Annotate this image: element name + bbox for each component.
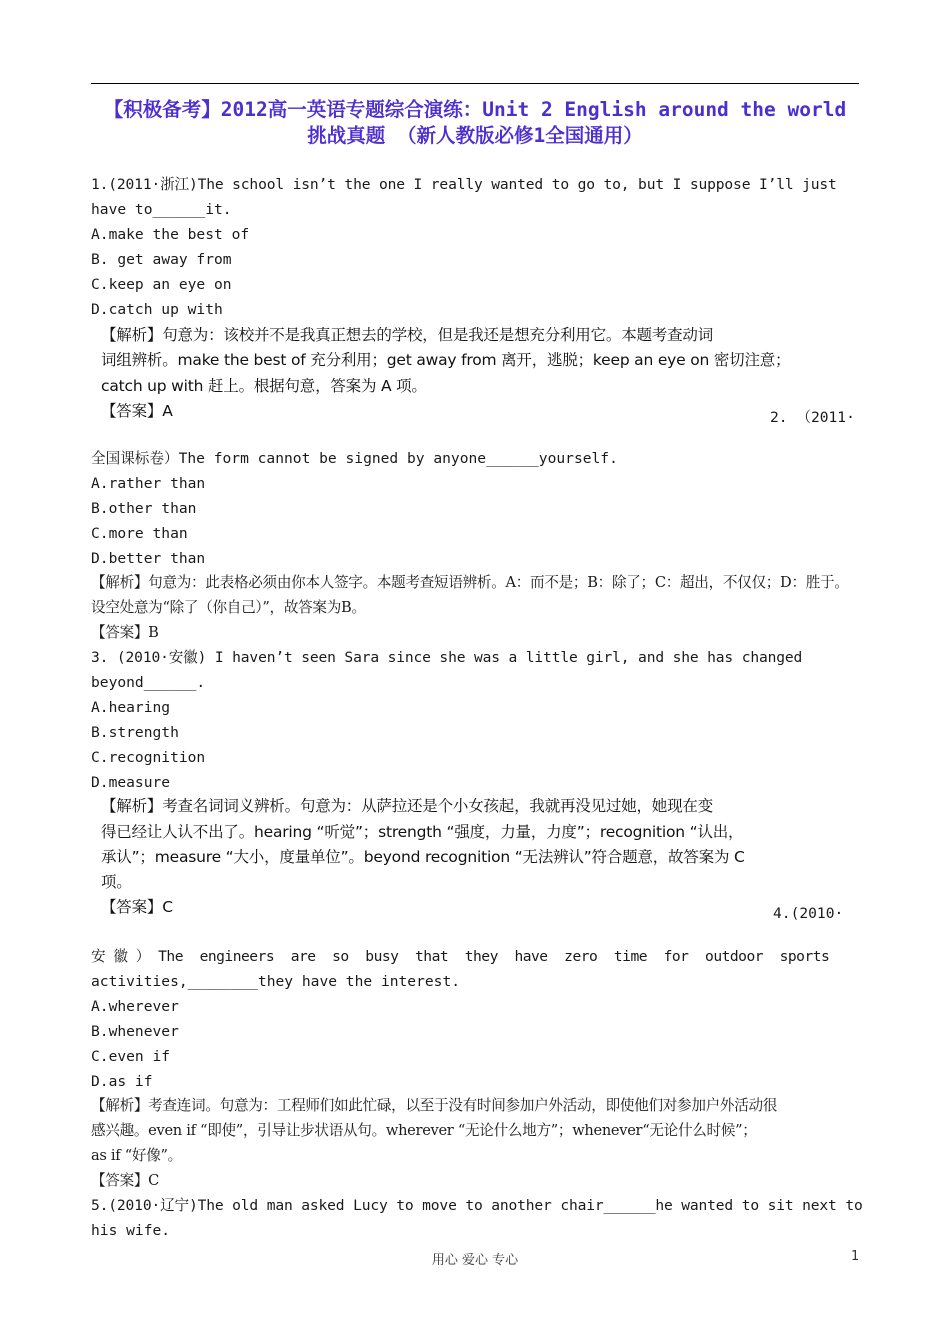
q2-number: 2. （2011·	[770, 409, 855, 426]
q5-stem-line-1: 5.(2010·辽宁)The old man asked Lucy to move to another chair______he wanted to sit next to	[91, 1197, 863, 1214]
q2-stem-line-1: 全国课标卷）The form cannot be signed by anyone______yourself.	[91, 450, 618, 467]
q1-option-a: A.make the best of	[91, 226, 250, 243]
q3-explanation-line-3: 承认”；measure “大小，度量单位”。beyond recognition “无法辨认”符合题意，故答案为 C	[101, 848, 745, 866]
q3-option-a: A.hearing	[91, 699, 171, 716]
q1-explanation-line-1: 【解析】句意为：该校并不是我真正想去的学校，但是我还是想充分利用它。本题考查动词	[101, 326, 714, 344]
q1-option-c: C.keep an eye on	[91, 276, 232, 293]
q3-stem-line-1: 3. (2010·安徽) I haven’t seen Sara since she was a little girl, and she has changed	[91, 649, 803, 666]
q4-explanation-line-1: 【解析】考查连词。句意为：工程师们如此忙碌，以至于没有时间参加户外活动，即使他们对参加户外活动很	[91, 1097, 778, 1114]
title-line-2: 挑战真题 （新人教版必修1全国通用）	[307, 124, 643, 147]
q3-explanation-line-1: 【解析】考查名词词义辨析。句意为：从萨拉还是个小女孩起，我就再没见过她，她现在变	[101, 797, 714, 815]
q3-explanation-line-4: 项。	[101, 873, 132, 891]
q2-answer: 【答案】B	[91, 624, 159, 641]
q4-number: 4.(2010·	[773, 905, 844, 922]
q2-explanation-line-1: 【解析】句意为：此表格必须由你本人签字。本题考查短语辨析。A：而不是；B：除了；C：超出，不仅仅；D：胜于。	[91, 574, 849, 591]
q3-explanation-line-2: 得已经让人认不出了。hearing “听觉”；strength “强度，力量，力度”；recognition “认出，	[101, 823, 744, 841]
q4-stem-line-2: activities,________they have the interest.	[91, 973, 461, 990]
q2-option-b: B.other than	[91, 500, 197, 517]
q4-stem-line-1: 安 徽 ） The engineers are so busy that they have zero time for outdoor sports	[91, 948, 830, 965]
q4-explanation-line-2: 感兴趣。even if “即使”，引导让步状语从句。wherever “无论什么地方”；whenever“无论什么时候”；	[91, 1122, 757, 1139]
title-line-1: 【积极备考】2012高一英语专题综合演练：Unit 2 English around the world	[103, 98, 847, 121]
page-number: 1	[851, 1249, 860, 1264]
q2-explanation-line-2: 设空处意为“除了（你自己）”，故答案为B。	[91, 599, 366, 616]
q1-explanation-line-3: catch up with 赶上。根据句意，答案为 A 项。	[101, 377, 427, 395]
q2-option-d: D.better than	[91, 550, 206, 567]
q4-option-c: C.even if	[91, 1048, 171, 1065]
page-footer: 用心 爱心 专心	[431, 1253, 519, 1268]
q3-option-b: B.strength	[91, 724, 179, 741]
q1-stem-line-1: 1.(2011·浙江)The school isn’t the one I really wanted to go to, but I suppose I’ll just	[91, 176, 837, 193]
q1-answer: 【答案】A	[101, 402, 173, 420]
header-rule	[91, 83, 859, 84]
q4-explanation-line-3: as if “好像”。	[91, 1147, 182, 1164]
q1-option-d: D.catch up with	[91, 301, 223, 318]
q5-stem-line-2: his wife.	[91, 1222, 171, 1239]
q1-explanation-line-2: 词组辨析。make the best of 充分利用；get away from 离开，逃脱；keep an eye on 密切注意；	[101, 351, 791, 369]
q4-option-d: D.as if	[91, 1073, 153, 1090]
q1-option-b: B. get away from	[91, 251, 232, 268]
q4-option-b: B.whenever	[91, 1023, 179, 1040]
document-title	[88, 97, 862, 149]
q4-answer: 【答案】C	[91, 1172, 160, 1189]
q3-answer: 【答案】C	[101, 898, 173, 916]
q2-option-a: A.rather than	[91, 475, 206, 492]
q3-option-c: C.recognition	[91, 749, 206, 766]
q4-option-a: A.wherever	[91, 998, 179, 1015]
q3-option-d: D.measure	[91, 774, 171, 791]
q3-stem-line-2: beyond______.	[91, 674, 206, 691]
q2-option-c: C.more than	[91, 525, 188, 542]
q1-stem-line-2: have to______it.	[91, 201, 232, 218]
